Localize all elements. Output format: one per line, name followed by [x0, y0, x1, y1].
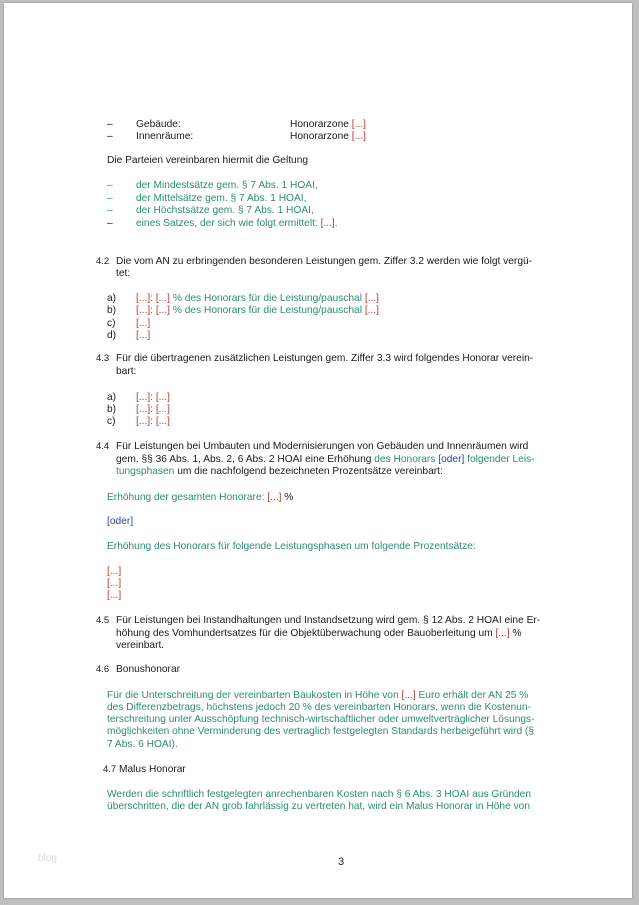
dash: –	[107, 205, 113, 216]
option-text: Erhöhung der gesamten Honorare: [...] %	[107, 492, 294, 503]
placeholder: [...]	[136, 330, 151, 341]
building-label: Gebäude:	[136, 119, 181, 130]
watermark: blog	[38, 853, 57, 864]
item-label: a)	[107, 392, 117, 403]
section-text: höhung des Vomhundertsatzes für die Objektüberwachung oder Bauoberleitung um [...] %	[116, 628, 522, 639]
section-title: Bonushonorar	[116, 664, 181, 675]
section-number: 4.4	[96, 441, 110, 452]
section-text: tet:	[116, 268, 131, 279]
section-number: 4.3	[96, 353, 110, 364]
section-text: Für Leistungen bei Instandhaltungen und Instandsetzung wird gem. § 12 Abs. 2 HOAI eine Er-	[116, 615, 541, 626]
section-text: gem. §§ 36 Abs. 1, Abs. 2, 6 Abs. 2 HOAI eine Erhöhung des Honorars [oder] folgender Leis-	[116, 454, 535, 465]
dash: –	[107, 180, 113, 191]
list-item: der Höchstsätze gem. § 7 Abs. 1 HOAI,	[136, 205, 314, 216]
list-item: [...]: [...] % des Honorars für die Leistung/pauschal [...]	[136, 305, 379, 316]
section-text: Für Leistungen bei Umbauten und Modernisierungen von Gebäuden und Innenräumen wird	[116, 441, 529, 452]
page-number: 3	[338, 856, 345, 868]
list-item: der Mindestsätze gem. § 7 Abs. 1 HOAI,	[136, 180, 318, 191]
list-item: [...]: [...] % des Honorars für die Leistung/pauschal [...]	[136, 293, 379, 304]
list-item: eines Satzes, der sich wie folgt ermittelt: [...].	[136, 218, 338, 229]
section-title: Malus Honorar	[119, 764, 186, 775]
placeholder: [...]	[107, 566, 122, 577]
dash: –	[107, 131, 113, 142]
placeholder: [...]: [...]	[136, 392, 170, 403]
section-text: Die vom AN zu erbringenden besonderen Leistungen gem. Ziffer 3.2 werden wie folgt vergü-	[116, 256, 533, 267]
list-item: der Mittelsätze gem. § 7 Abs. 1 HOAI,	[136, 193, 307, 204]
dash: –	[107, 193, 113, 204]
placeholder: [...]	[107, 578, 122, 589]
paragraph-line: überschritten, die der AN grob fahrlässig zu vertreten hat, wird ein Malus Honorar in Höhe von	[107, 801, 530, 812]
dash: –	[107, 218, 113, 229]
item-label: d)	[107, 330, 117, 341]
fee-zone: Honorarzone [...]	[290, 119, 366, 130]
paragraph-line: möglichkeiten ohne Verminderung des vertraglich festgelegten Standards herbeigeführt wird (§	[107, 726, 534, 737]
section-number: 4.5	[96, 615, 110, 626]
placeholder: [...]	[136, 318, 151, 329]
placeholder: [...]: [...]	[136, 404, 170, 415]
placeholder: [...]	[107, 590, 122, 601]
paragraph-line: des Differenzbetrags, höchstens jedoch 20 % des vereinbarten Honorars, wenn die Kostenun-	[107, 702, 531, 713]
item-label: c)	[107, 318, 116, 329]
paragraph-line: terschreitung unter Ausschöpfung technisch-wirtschaftlicher oder umweltverträglicher Lösungs-	[107, 714, 535, 725]
option-text: Erhöhung des Honorars für folgende Leistungsphasen um folgende Prozentsätze:	[107, 541, 476, 552]
paragraph-line: Für die Unterschreitung der vereinbarten Baukosten in Höhe von [...] Euro erhält der AN 25 %	[107, 690, 529, 701]
placeholder: [...]: [...]	[136, 416, 170, 427]
item-label: b)	[107, 404, 117, 415]
interior-label: Innenräume:	[136, 131, 194, 142]
item-label: c)	[107, 416, 116, 427]
section-text: bart:	[116, 366, 137, 377]
dash: –	[107, 119, 113, 130]
section-text: Für die übertragenen zusätzlichen Leistungen gem. Ziffer 3.3 wird folgendes Honorar verein-	[116, 353, 534, 364]
paragraph-line: Werden die schriftlich festgelegten anrechenbaren Kosten nach § 6 Abs. 3 HOAI aus Gründen	[107, 789, 531, 800]
item-label: b)	[107, 305, 117, 316]
paragraph-line: 7 Abs. 6 HOAI).	[107, 739, 178, 750]
intro-text: Die Parteien vereinbaren hiermit die Geltung	[107, 155, 309, 166]
section-text: tungsphasen um die nachfolgend bezeichneten Prozentsätze vereinbart:	[116, 466, 443, 477]
section-number: 4.7	[103, 764, 117, 775]
section-number: 4.2	[96, 256, 110, 267]
item-label: a)	[107, 293, 117, 304]
section-text: vereinbart.	[116, 640, 165, 651]
oder-marker: [oder]	[107, 516, 134, 527]
fee-zone: Honorarzone [...]	[290, 131, 366, 142]
section-number: 4.6	[96, 664, 110, 675]
